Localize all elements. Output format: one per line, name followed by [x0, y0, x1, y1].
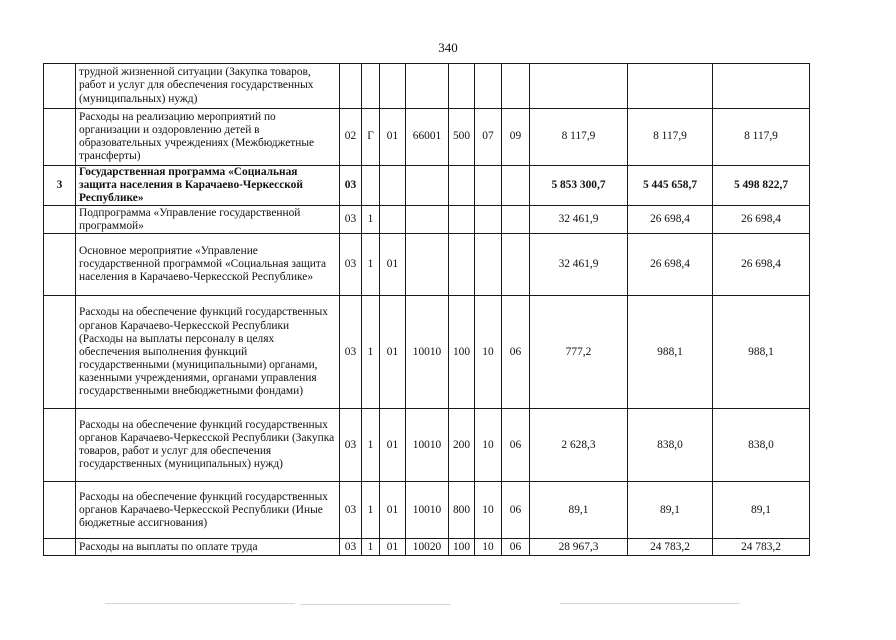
row-number-cell — [44, 64, 76, 109]
measure-code-cell — [380, 64, 406, 109]
row-number-cell — [44, 296, 76, 409]
amount-year1-cell: 5 853 300,7 — [530, 166, 628, 206]
amount-year1-cell: 28 967,3 — [530, 539, 628, 556]
subsection-code-cell: 06 — [502, 482, 530, 539]
subsection-code-cell: 06 — [502, 296, 530, 409]
amount-year2-cell: 89,1 — [628, 482, 713, 539]
table-row — [44, 109, 810, 166]
amount-year3-cell — [713, 64, 810, 109]
program-code-cell: 03 — [340, 296, 362, 409]
table-row — [44, 409, 810, 482]
subprogram-code-cell: 1 — [362, 482, 380, 539]
subsection-code-cell: 06 — [502, 539, 530, 556]
amount-year3-cell: 26 698,4 — [713, 234, 810, 296]
row-name-cell: Расходы на выплаты по оплате труда — [76, 539, 340, 556]
program-code-cell: 03 — [340, 482, 362, 539]
amount-year2-cell — [628, 64, 713, 109]
amount-year2-cell: 8 117,9 — [628, 109, 713, 166]
expense-type-cell — [449, 64, 475, 109]
budget-table — [43, 63, 810, 556]
measure-code-cell: 01 — [380, 296, 406, 409]
amount-year3-cell: 5 498 822,7 — [713, 166, 810, 206]
scan-artifact-line — [105, 603, 295, 604]
scan-artifact-line — [560, 603, 740, 604]
expense-type-cell: 800 — [449, 482, 475, 539]
table-row — [44, 206, 810, 234]
section-code-cell — [475, 206, 502, 234]
table-row — [44, 539, 810, 556]
amount-year1-cell: 8 117,9 — [530, 109, 628, 166]
subprogram-code-cell — [362, 64, 380, 109]
amount-year2-cell: 5 445 658,7 — [628, 166, 713, 206]
section-code-cell: 07 — [475, 109, 502, 166]
measure-code-cell: 01 — [380, 234, 406, 296]
amount-year1-cell: 89,1 — [530, 482, 628, 539]
direction-code-cell: 66001 — [406, 109, 449, 166]
amount-year3-cell: 26 698,4 — [713, 206, 810, 234]
row-number-cell — [44, 234, 76, 296]
subprogram-code-cell: 1 — [362, 296, 380, 409]
section-code-cell: 10 — [475, 539, 502, 556]
amount-year1-cell: 32 461,9 — [530, 234, 628, 296]
subsection-code-cell — [502, 166, 530, 206]
scan-artifact-line — [300, 604, 450, 605]
table-row — [44, 64, 810, 109]
table-row — [44, 234, 810, 296]
amount-year2-cell: 988,1 — [628, 296, 713, 409]
expense-type-cell — [449, 206, 475, 234]
direction-code-cell — [406, 234, 449, 296]
subprogram-code-cell: 1 — [362, 539, 380, 556]
subsection-code-cell — [502, 64, 530, 109]
direction-code-cell: 10020 — [406, 539, 449, 556]
section-code-cell: 10 — [475, 482, 502, 539]
section-code-cell — [475, 166, 502, 206]
subsection-code-cell — [502, 234, 530, 296]
row-number-cell: 3 — [44, 166, 76, 206]
amount-year2-cell: 838,0 — [628, 409, 713, 482]
row-name-cell: Государственная программа «Социальная защита населения в Карачаево-Черкесской Республике» — [76, 166, 340, 206]
amount-year3-cell: 838,0 — [713, 409, 810, 482]
amount-year1-cell: 777,2 — [530, 296, 628, 409]
row-name-cell: Расходы на обеспечение функций государственных органов Карачаево-Черкесской Республики (Иные бюджетные ассигнования) — [76, 482, 340, 539]
expense-type-cell — [449, 234, 475, 296]
subsection-code-cell: 09 — [502, 109, 530, 166]
expense-type-cell — [449, 166, 475, 206]
subprogram-code-cell: 1 — [362, 206, 380, 234]
amount-year1-cell — [530, 64, 628, 109]
program-code-cell: 03 — [340, 539, 362, 556]
table-row — [44, 166, 810, 206]
amount-year2-cell: 26 698,4 — [628, 206, 713, 234]
row-name-cell: Расходы на обеспечение функций государственных органов Карачаево-Черкесской Республики (Расходы на выплаты персоналу в целях обеспечения выполнения функций государственными (муниципальными) органами, казенными учреждениями, органами управления государственными внебюджетными фондами) — [76, 296, 340, 409]
subprogram-code-cell — [362, 166, 380, 206]
row-name-cell: Расходы на обеспечение функций государственных органов Карачаево-Черкесской Республики (Закупка товаров, работ и услуг для обеспечения государственных (муниципальных) нужд) — [76, 409, 340, 482]
amount-year3-cell: 24 783,2 — [713, 539, 810, 556]
row-name-cell: Расходы на реализацию мероприятий по организации и оздоровлению детей в образовательных учреждениях (Межбюджетные трансферты) — [76, 109, 340, 166]
section-code-cell — [475, 234, 502, 296]
program-code-cell: 03 — [340, 234, 362, 296]
direction-code-cell: 10010 — [406, 296, 449, 409]
program-code-cell: 03 — [340, 409, 362, 482]
direction-code-cell: 10010 — [406, 409, 449, 482]
amount-year3-cell: 89,1 — [713, 482, 810, 539]
program-code-cell: 03 — [340, 166, 362, 206]
subprogram-code-cell: 1 — [362, 409, 380, 482]
expense-type-cell: 200 — [449, 409, 475, 482]
measure-code-cell — [380, 206, 406, 234]
subsection-code-cell: 06 — [502, 409, 530, 482]
subsection-code-cell — [502, 206, 530, 234]
expense-type-cell: 100 — [449, 296, 475, 409]
measure-code-cell: 01 — [380, 482, 406, 539]
table-row — [44, 482, 810, 539]
amount-year1-cell: 2 628,3 — [530, 409, 628, 482]
row-number-cell — [44, 109, 76, 166]
amount-year2-cell: 26 698,4 — [628, 234, 713, 296]
amount-year3-cell: 988,1 — [713, 296, 810, 409]
direction-code-cell — [406, 206, 449, 234]
subprogram-code-cell: 1 — [362, 234, 380, 296]
row-number-cell — [44, 206, 76, 234]
page-number: 340 — [438, 40, 458, 55]
section-code-cell: 10 — [475, 409, 502, 482]
row-name-cell: Основное мероприятие «Управление государственной программой «Социальная защита населения в Карачаево-Черкесской Республике» — [76, 234, 340, 296]
section-code-cell — [475, 64, 502, 109]
subprogram-code-cell: Г — [362, 109, 380, 166]
direction-code-cell: 10010 — [406, 482, 449, 539]
row-name-cell: трудной жизненной ситуации (Закупка товаров, работ и услуг для обеспечения государственных (муниципальных) нужд) — [76, 64, 340, 109]
amount-year1-cell: 32 461,9 — [530, 206, 628, 234]
expense-type-cell: 500 — [449, 109, 475, 166]
program-code-cell — [340, 64, 362, 109]
amount-year3-cell: 8 117,9 — [713, 109, 810, 166]
measure-code-cell — [380, 166, 406, 206]
row-name-cell: Подпрограмма «Управление государственной программой» — [76, 206, 340, 234]
program-code-cell: 03 — [340, 206, 362, 234]
measure-code-cell: 01 — [380, 409, 406, 482]
direction-code-cell — [406, 166, 449, 206]
table-body — [44, 64, 810, 556]
direction-code-cell — [406, 64, 449, 109]
expense-type-cell: 100 — [449, 539, 475, 556]
measure-code-cell: 01 — [380, 539, 406, 556]
amount-year2-cell: 24 783,2 — [628, 539, 713, 556]
measure-code-cell: 01 — [380, 109, 406, 166]
row-number-cell — [44, 482, 76, 539]
section-code-cell: 10 — [475, 296, 502, 409]
table-row — [44, 296, 810, 409]
program-code-cell: 02 — [340, 109, 362, 166]
row-number-cell — [44, 409, 76, 482]
row-number-cell — [44, 539, 76, 556]
